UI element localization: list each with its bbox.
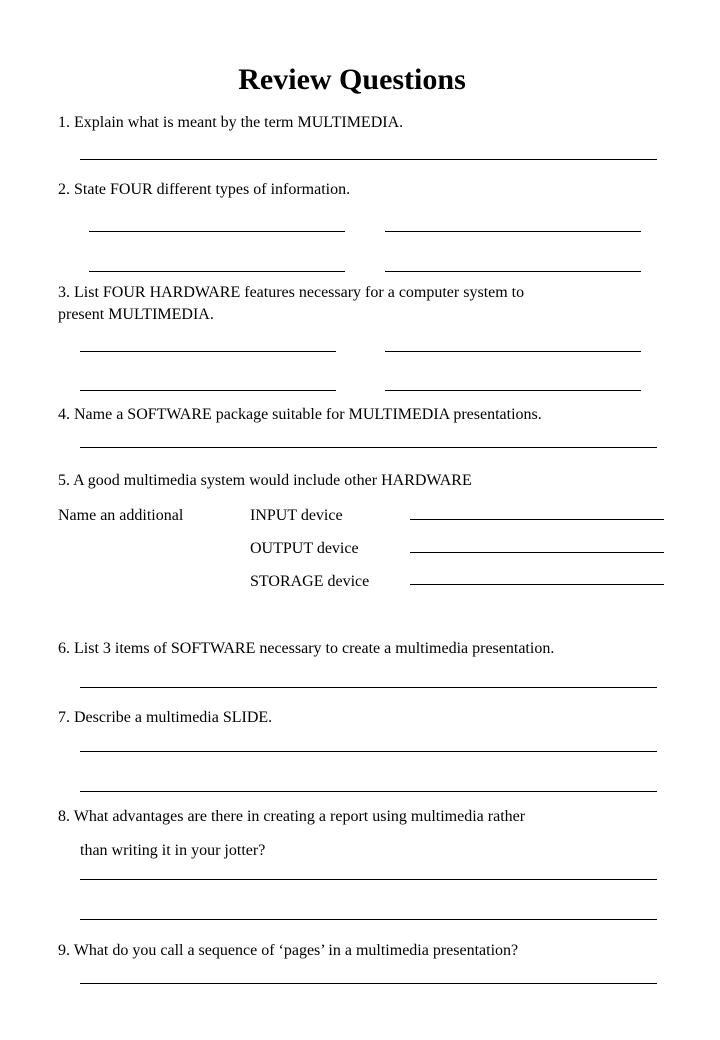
answer-line-9[interactable] [80, 983, 657, 984]
question-4: 4. Name a SOFTWARE package suitable for MULTIMEDIA presentations. [58, 406, 542, 423]
answer-line-2c[interactable] [89, 271, 345, 272]
question-3-line-1: 3. List FOUR HARDWARE features necessary for a computer system to [58, 284, 525, 301]
question-1: 1. Explain what is meant by the term MULTIMEDIA. [58, 114, 404, 131]
answer-line-8a[interactable] [80, 879, 657, 880]
answer-line-storage-device[interactable] [410, 584, 664, 585]
page-title: Review Questions [238, 63, 466, 96]
input-device-label: INPUT device [250, 507, 343, 524]
output-device-label: OUTPUT device [250, 540, 359, 557]
answer-line-6[interactable] [80, 687, 657, 688]
question-6: 6. List 3 items of SOFTWARE necessary to create a multimedia presentation. [58, 640, 555, 657]
answer-line-output-device[interactable] [410, 552, 664, 553]
answer-line-7b[interactable] [80, 791, 657, 792]
question-3-line-2: present MULTIMEDIA. [58, 306, 214, 323]
answer-line-4[interactable] [80, 447, 657, 448]
answer-line-3d[interactable] [385, 390, 641, 391]
question-5-prefix: Name an additional [58, 507, 184, 524]
question-8-line-2: than writing it in your jotter? [80, 842, 266, 859]
question-5: 5. A good multimedia system would include other HARDWARE [58, 472, 472, 489]
answer-line-2d[interactable] [385, 271, 641, 272]
answer-line-3b[interactable] [385, 351, 641, 352]
answer-line-input-device[interactable] [410, 519, 664, 520]
question-2: 2. State FOUR different types of information. [58, 181, 351, 198]
question-7: 7. Describe a multimedia SLIDE. [58, 709, 273, 726]
answer-line-2b[interactable] [385, 231, 641, 232]
answer-line-3c[interactable] [80, 390, 336, 391]
answer-line-1[interactable] [80, 159, 657, 160]
answer-line-7a[interactable] [80, 751, 657, 752]
answer-line-2a[interactable] [89, 231, 345, 232]
question-8-line-1: 8. What advantages are there in creating a report using multimedia rather [58, 808, 526, 825]
question-9: 9. What do you call a sequence of ‘pages’ in a multimedia presentation? [58, 942, 519, 959]
answer-line-3a[interactable] [80, 351, 336, 352]
storage-device-label: STORAGE device [250, 573, 370, 590]
answer-line-8b[interactable] [80, 919, 657, 920]
